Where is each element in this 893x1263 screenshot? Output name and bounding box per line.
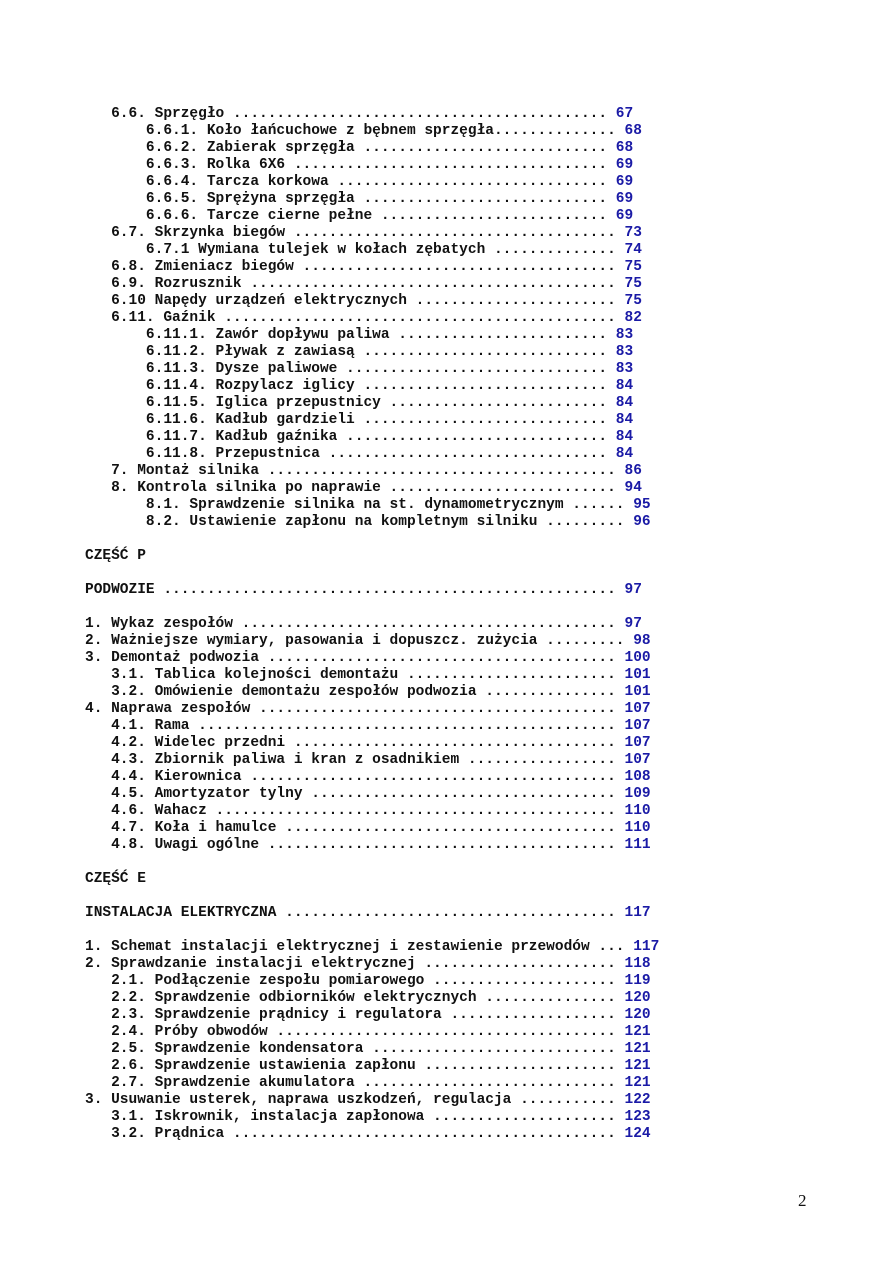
toc-entry-page[interactable]: 109	[624, 786, 651, 802]
toc-entry-page[interactable]: 101	[624, 667, 651, 683]
toc-entry-title: 4.6. Wahacz ..............................................	[85, 803, 625, 819]
toc-entry	[85, 276, 705, 293]
toc-entry-page[interactable]: 98	[633, 633, 651, 649]
toc-entry-page[interactable]: 107	[624, 701, 651, 717]
toc-entry-page[interactable]: 75	[624, 293, 642, 309]
toc-entry-page[interactable]: 117	[624, 905, 651, 921]
toc-entry-title: 2.2. Sprawdzenie odbiorników elektrycznych ...............	[85, 990, 625, 1006]
toc-entry-page[interactable]: 83	[615, 327, 634, 343]
toc-entry	[85, 735, 705, 752]
toc-entry	[85, 990, 705, 1007]
toc-entry-page[interactable]: 67	[615, 106, 634, 122]
toc-entry-title: 6.11.5. Iglica przepustnicy .........................	[85, 395, 616, 411]
toc-entry-title: 6.11.2. Pływak z zawiasą ............................	[85, 344, 616, 360]
toc-entry-title: 6.6.6. Tarcze cierne pełne ..........................	[85, 208, 616, 224]
toc-entry	[85, 956, 705, 973]
toc-entry-title: 4.7. Koła i hamulce ......................................	[85, 820, 625, 836]
toc-entry-page[interactable]: 83	[615, 344, 634, 360]
toc-entry-title: 6.11.4. Rozpylacz iglicy ............................	[85, 378, 616, 394]
toc-entry-page[interactable]: 86	[624, 463, 642, 479]
toc-entry	[85, 1126, 705, 1143]
toc-entry-page[interactable]: 123	[624, 1109, 651, 1125]
toc-entry	[85, 327, 705, 344]
toc-entry-page[interactable]: 121	[624, 1058, 651, 1074]
toc-entry-title: 6.8. Zmieniacz biegów ....................................	[85, 259, 625, 275]
toc-entry	[85, 344, 705, 361]
toc-entry	[85, 718, 705, 735]
toc-entry	[85, 905, 705, 922]
toc-entry-page[interactable]: 94	[624, 480, 642, 496]
toc-entry	[85, 1041, 705, 1058]
toc-entry	[85, 633, 705, 650]
toc-entry-title: 6.7. Skrzynka biegów .....................................	[85, 225, 625, 241]
toc-entry-title: 4. Naprawa zespołów .........................................	[85, 701, 625, 717]
toc-entry-page[interactable]: 69	[615, 157, 634, 173]
toc-entry-title: 2. Sprawdzanie instalacji elektrycznej ......................	[85, 956, 625, 972]
toc-entry	[85, 259, 705, 276]
toc-entry-page[interactable]: 110	[624, 803, 651, 819]
toc-entry	[85, 480, 705, 497]
toc-entry	[85, 1007, 705, 1024]
toc-entry-title: 2.5. Sprawdzenie kondensatora ............................	[85, 1041, 625, 1057]
toc-entry	[85, 701, 705, 718]
toc-entry-title: 2.1. Podłączenie zespołu pomiarowego .....................	[85, 973, 625, 989]
toc-entry	[85, 786, 705, 803]
toc-entry-title: 6.9. Rozrusznik ..........................................	[85, 276, 625, 292]
toc-entry-page[interactable]: 119	[624, 973, 651, 989]
toc-entry-page[interactable]: 120	[624, 1007, 651, 1023]
toc-entry-page[interactable]: 107	[624, 735, 651, 751]
toc-entry	[85, 616, 705, 633]
toc-entry	[85, 446, 705, 463]
toc-entry-page[interactable]: 73	[624, 225, 642, 241]
toc-entry-title: 1. Schemat instalacji elektrycznej i zestawienie przewodów ...	[85, 939, 634, 955]
toc-entry-page[interactable]: 97	[624, 616, 642, 632]
toc-entry-title: 6.11.8. Przepustnica ................................	[85, 446, 616, 462]
toc-entry-title: 3.1. Iskrownik, instalacja zapłonowa .....................	[85, 1109, 625, 1125]
toc-entry-title: CZĘŚĆ E	[85, 871, 146, 887]
toc-entry-title: 6.11.1. Zawór dopływu paliwa ........................	[85, 327, 616, 343]
toc-entry-page[interactable]: 95	[633, 497, 651, 513]
toc-entry	[85, 803, 705, 820]
toc-entry-page[interactable]: 84	[615, 446, 634, 462]
toc-entry-page[interactable]: 69	[615, 174, 634, 190]
toc-entry	[85, 123, 705, 140]
toc-entry-page[interactable]: 69	[615, 208, 634, 224]
toc-entry-page[interactable]: 107	[624, 718, 651, 734]
toc-entry	[85, 395, 705, 412]
toc-entry-title: 6.6.3. Rolka 6X6 ....................................	[85, 157, 616, 173]
toc-entry-title: 6.6. Sprzęgło ...........................................	[85, 106, 616, 122]
toc-entry-page[interactable]: 69	[615, 191, 634, 207]
toc-entry	[85, 310, 705, 327]
toc-entry-title: 6.6.5. Sprężyna sprzęgła ............................	[85, 191, 616, 207]
toc-entry-page[interactable]: 74	[624, 242, 642, 258]
toc-entry	[85, 548, 705, 565]
toc-entry-title: 6.7.1 Wymiana tulejek w kołach zębatych ..............	[85, 242, 625, 258]
toc-entry	[85, 599, 705, 616]
toc-entry-title: 6.11.7. Kadłub gaźnika ..............................	[85, 429, 616, 445]
toc-entry-title: 3.1. Tablica kolejności demontażu ........................	[85, 667, 625, 683]
toc-entry-page[interactable]: 121	[624, 1075, 651, 1091]
toc-entry-page[interactable]: 84	[615, 429, 634, 445]
toc-entry-page[interactable]: 96	[633, 514, 651, 530]
toc-entry-page[interactable]: 117	[633, 939, 660, 955]
toc-entry-page[interactable]: 121	[624, 1041, 651, 1057]
toc-entry-page[interactable]: 75	[624, 276, 642, 292]
toc-entry-page[interactable]: 101	[624, 684, 651, 700]
toc-entry-title: 3. Demontaż podwozia ........................................	[85, 650, 625, 666]
toc-entry	[85, 225, 705, 242]
toc-entry-title: 2.3. Sprawdzenie prądnicy i regulatora ...................	[85, 1007, 625, 1023]
toc-entry-page[interactable]: 107	[624, 752, 651, 768]
toc-entry-title: 1. Wykaz zespołów ...........................................	[85, 616, 625, 632]
toc-entry	[85, 752, 705, 769]
toc-entry	[85, 871, 705, 888]
toc-entry	[85, 412, 705, 429]
toc-entry	[85, 378, 705, 395]
toc-entry	[85, 922, 705, 939]
toc-entry-page[interactable]: 83	[615, 361, 634, 377]
toc-entry	[85, 106, 705, 123]
toc-entry	[85, 514, 705, 531]
toc-entry	[85, 361, 705, 378]
toc-entry	[85, 1024, 705, 1041]
toc-entry-title: 8.2. Ustawienie zapłonu na kompletnym silniku .........	[85, 514, 634, 530]
toc-entry	[85, 769, 705, 786]
toc-entry	[85, 174, 705, 191]
toc-entry-page[interactable]: 68	[624, 123, 642, 139]
toc-entry-page[interactable]: 122	[624, 1092, 651, 1108]
toc-entry	[85, 939, 705, 956]
toc-entry-title: 6.10 Napędy urządzeń elektrycznych .......................	[85, 293, 625, 309]
toc-entry-title: 2.4. Próby obwodów .......................................	[85, 1024, 625, 1040]
toc-entry	[85, 1075, 705, 1092]
toc-entry-title: 3.2. Omówienie demontażu zespołów podwozia ...............	[85, 684, 625, 700]
toc-entry-title: 4.2. Widelec przedni .....................................	[85, 735, 625, 751]
toc-entry	[85, 820, 705, 837]
toc-entry	[85, 565, 705, 582]
toc-entry-title: 2.7. Sprawdzenie akumulatora .............................	[85, 1075, 625, 1091]
toc-entry-title: CZĘŚĆ P	[85, 548, 146, 564]
toc-entry	[85, 208, 705, 225]
toc-entry-title: 4.1. Rama ................................................	[85, 718, 625, 734]
toc-entry-title: 6.11.6. Kadłub gardzieli ............................	[85, 412, 616, 428]
toc-entry-page[interactable]: 100	[624, 650, 651, 666]
toc-entry-title: 4.4. Kierownica ..........................................	[85, 769, 625, 785]
toc-entry-title: 6.6.4. Tarcza korkowa ...............................	[85, 174, 616, 190]
toc-entry	[85, 429, 705, 446]
toc-entry-title: 3.2. Prądnica ............................................	[85, 1126, 625, 1142]
page-number: 2	[798, 1191, 807, 1210]
toc-entry-title: 8. Kontrola silnika po naprawie ..........................	[85, 480, 625, 496]
toc-entry	[85, 650, 705, 667]
toc-entry-title: 6.6.1. Koło łańcuchowe z bębnem sprzęgła..............	[85, 123, 625, 139]
toc-entry	[85, 684, 705, 701]
toc-entry-title: INSTALACJA ELEKTRYCZNA ......................................	[85, 905, 625, 921]
toc-entry	[85, 1109, 705, 1126]
toc-entry-page[interactable]: 68	[615, 140, 634, 156]
toc-entry-title: 6.11.3. Dysze paliwowe ..............................	[85, 361, 616, 377]
toc-entry	[85, 1058, 705, 1075]
toc-entry-page[interactable]: 84	[615, 378, 634, 394]
toc-entry-page[interactable]: 84	[615, 412, 634, 428]
toc-entry-page[interactable]: 82	[624, 310, 642, 326]
toc-entry	[85, 157, 705, 174]
toc-entry-title: 4.3. Zbiornik paliwa i kran z osadnikiem .................	[85, 752, 625, 768]
toc-entry-title: 6.6.2. Zabierak sprzęgła ............................	[85, 140, 616, 156]
toc-entry-page[interactable]: 111	[624, 837, 651, 853]
toc-entry	[85, 242, 705, 259]
toc-entry-page[interactable]: 84	[615, 395, 634, 411]
toc-entry-title: 2.6. Sprawdzenie ustawienia zapłonu ......................	[85, 1058, 625, 1074]
toc-entry	[85, 582, 705, 599]
table-of-contents	[85, 106, 705, 1143]
toc-entry	[85, 293, 705, 310]
toc-entry-page[interactable]: 108	[624, 769, 651, 785]
toc-entry-title: 4.8. Uwagi ogólne ........................................	[85, 837, 625, 853]
toc-entry	[85, 463, 705, 480]
toc-entry-title: 6.11. Gaźnik .............................................	[85, 310, 625, 326]
toc-entry-title: 4.5. Amortyzator tylny ...................................	[85, 786, 625, 802]
toc-entry-title: 2. Ważniejsze wymiary, pasowania i dopuszcz. zużycia .........	[85, 633, 634, 649]
toc-entry-title: 3. Usuwanie usterek, naprawa uszkodzeń, regulacja ...........	[85, 1092, 625, 1108]
toc-entry-page[interactable]: 75	[624, 259, 642, 275]
toc-entry	[85, 531, 705, 548]
toc-entry	[85, 191, 705, 208]
toc-entry-page[interactable]: 124	[624, 1126, 651, 1142]
toc-entry-title: PODWOZIE ....................................................	[85, 582, 625, 598]
toc-entry	[85, 1092, 705, 1109]
toc-entry	[85, 973, 705, 990]
toc-entry	[85, 854, 705, 871]
toc-entry-title: 8.1. Sprawdzenie silnika na st. dynamometrycznym ......	[85, 497, 634, 513]
toc-entry	[85, 497, 705, 514]
toc-entry-page[interactable]: 97	[624, 582, 642, 598]
toc-entry	[85, 837, 705, 854]
toc-entry	[85, 888, 705, 905]
toc-entry-title: 7. Montaż silnika ........................................	[85, 463, 625, 479]
toc-entry-page[interactable]: 118	[624, 956, 651, 972]
toc-entry	[85, 667, 705, 684]
toc-entry	[85, 140, 705, 157]
toc-entry-page[interactable]: 120	[624, 990, 651, 1006]
toc-entry-page[interactable]: 121	[624, 1024, 651, 1040]
toc-entry-page[interactable]: 110	[624, 820, 651, 836]
